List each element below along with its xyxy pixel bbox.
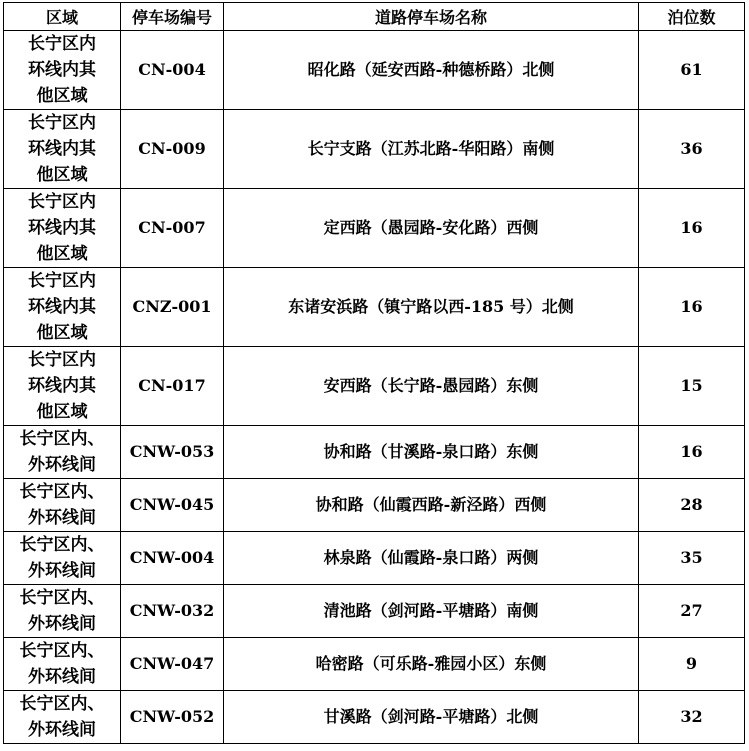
region-line: 长宁区内	[28, 113, 96, 133]
region-line: 长宁区内	[28, 271, 96, 291]
region-line: 环线内其	[28, 376, 96, 396]
table-row	[4, 268, 745, 347]
region-line: 环线内其	[28, 218, 96, 238]
cell-region	[4, 532, 121, 585]
table-row	[4, 638, 745, 691]
table-row	[4, 479, 745, 532]
cell-parking-code: CN-009	[121, 110, 224, 189]
cell-parking-code: CN-017	[121, 347, 224, 426]
cell-region	[4, 479, 121, 532]
cell-parking-code: CNW-045	[121, 479, 224, 532]
table-header-row	[4, 3, 745, 31]
region-line: 他区域	[36, 165, 88, 185]
region-line: 外环线间	[28, 667, 96, 687]
cell-parking-code: CNW-004	[121, 532, 224, 585]
region-line: 他区域	[36, 244, 88, 264]
cell-space-count: 9	[639, 638, 745, 691]
cell-space-count: 61	[639, 31, 745, 110]
cell-parking-name: 协和路（仙霞西路-新泾路）西侧	[224, 479, 639, 532]
table-body	[4, 31, 745, 744]
cell-region	[4, 691, 121, 744]
cell-parking-name: 清池路（剑河路-平塘路）南侧	[224, 585, 639, 638]
cell-parking-code: CNZ-001	[121, 268, 224, 347]
cell-parking-code: CNW-053	[121, 426, 224, 479]
region-line: 他区域	[36, 86, 88, 106]
cell-parking-name: 昭化路（延安西路-种德桥路）北侧	[224, 31, 639, 110]
cell-space-count: 36	[639, 110, 745, 189]
table-row	[4, 110, 745, 189]
table-row	[4, 532, 745, 585]
region-line: 外环线间	[28, 508, 96, 528]
region-line: 长宁区内	[28, 192, 96, 212]
cell-region	[4, 110, 121, 189]
region-line: 长宁区内、	[19, 535, 105, 555]
region-line: 长宁区内	[28, 350, 96, 370]
cell-parking-code: CNW-047	[121, 638, 224, 691]
region-line: 他区域	[36, 323, 88, 343]
table-row	[4, 189, 745, 268]
cell-parking-code: CNW-032	[121, 585, 224, 638]
region-line: 长宁区内、	[19, 694, 105, 714]
table-row	[4, 31, 745, 110]
cell-parking-name: 长宁支路（江苏北路-华阳路）南侧	[224, 110, 639, 189]
region-line: 他区域	[36, 402, 88, 422]
region-line: 长宁区内、	[19, 641, 105, 661]
header-name: 道路停车场名称	[224, 3, 639, 31]
region-line: 环线内其	[28, 139, 96, 159]
cell-parking-name: 定西路（愚园路-安化路）西侧	[224, 189, 639, 268]
cell-parking-code: CN-004	[121, 31, 224, 110]
table-row	[4, 426, 745, 479]
cell-region	[4, 31, 121, 110]
header-region: 区域	[4, 3, 121, 31]
header-spaces: 泊位数	[639, 3, 745, 31]
cell-parking-code: CN-007	[121, 189, 224, 268]
region-line: 长宁区内	[28, 34, 96, 54]
cell-space-count: 28	[639, 479, 745, 532]
cell-space-count: 16	[639, 268, 745, 347]
table-row	[4, 691, 745, 744]
cell-parking-name: 安西路（长宁路-愚园路）东侧	[224, 347, 639, 426]
region-line: 长宁区内、	[19, 429, 105, 449]
cell-parking-name: 甘溪路（剑河路-平塘路）北侧	[224, 691, 639, 744]
table-row	[4, 347, 745, 426]
cell-space-count: 15	[639, 347, 745, 426]
region-line: 环线内其	[28, 60, 96, 80]
cell-space-count: 16	[639, 426, 745, 479]
region-line: 长宁区内、	[19, 588, 105, 608]
cell-region	[4, 268, 121, 347]
cell-parking-name: 东诸安浜路（镇宁路以西-185 号）北侧	[224, 268, 639, 347]
region-line: 外环线间	[28, 614, 96, 634]
cell-space-count: 27	[639, 585, 745, 638]
cell-space-count: 35	[639, 532, 745, 585]
cell-parking-code: CNW-052	[121, 691, 224, 744]
parking-table	[3, 2, 745, 744]
cell-parking-name: 协和路（甘溪路-泉口路）东侧	[224, 426, 639, 479]
cell-region	[4, 585, 121, 638]
cell-region	[4, 189, 121, 268]
cell-space-count: 32	[639, 691, 745, 744]
cell-region	[4, 347, 121, 426]
region-line: 长宁区内、	[19, 482, 105, 502]
header-code: 停车场编号	[121, 3, 224, 31]
cell-space-count: 16	[639, 189, 745, 268]
cell-parking-name: 林泉路（仙霞路-泉口路）两侧	[224, 532, 639, 585]
region-line: 外环线间	[28, 561, 96, 581]
cell-region	[4, 638, 121, 691]
region-line: 外环线间	[28, 455, 96, 475]
cell-parking-name: 哈密路（可乐路-雅园小区）东侧	[224, 638, 639, 691]
region-line: 环线内其	[28, 297, 96, 317]
table-row	[4, 585, 745, 638]
cell-region	[4, 426, 121, 479]
region-line: 外环线间	[28, 720, 96, 740]
